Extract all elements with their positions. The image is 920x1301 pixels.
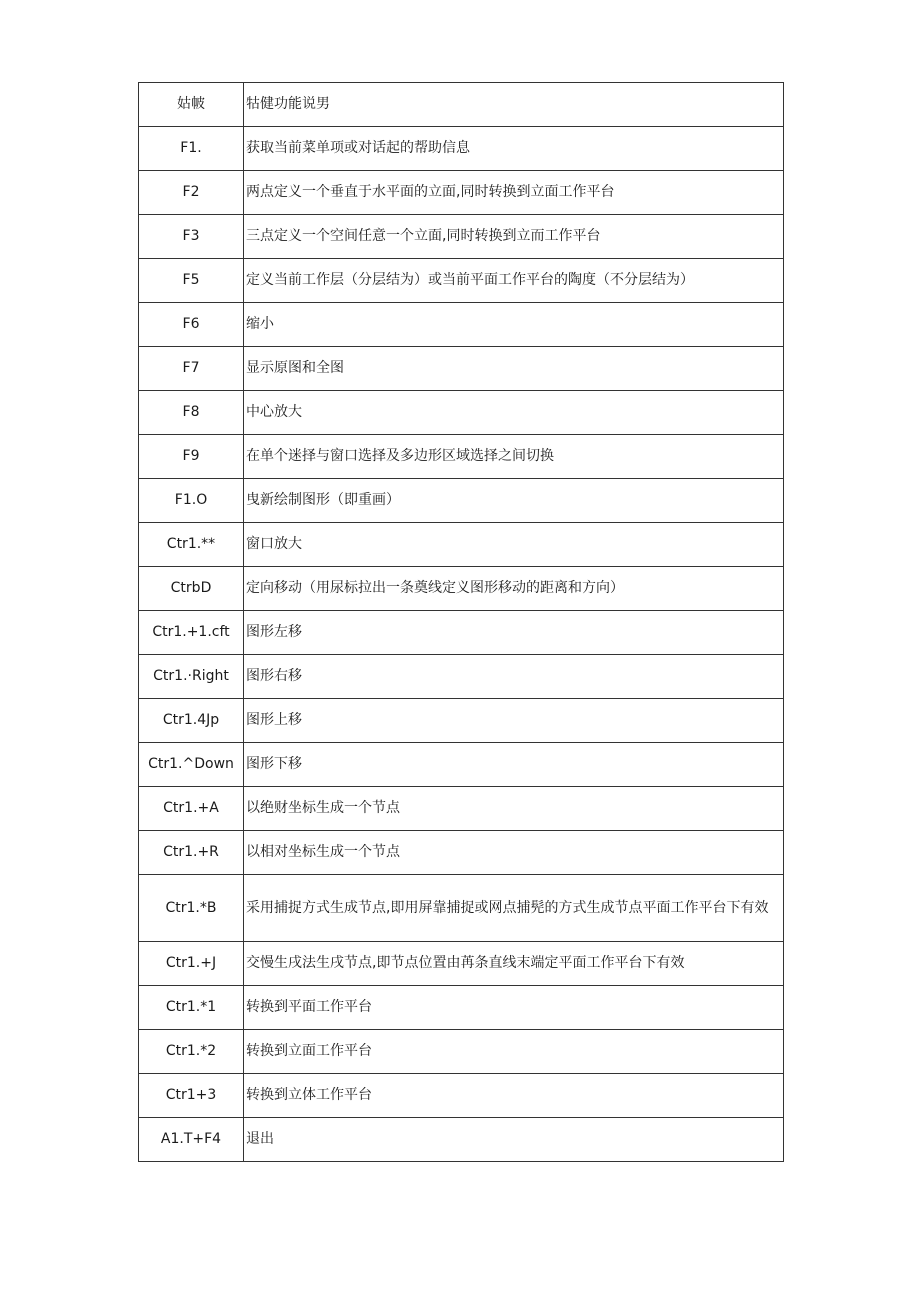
table-row [139, 942, 784, 986]
key-cell: Ctr1.** [139, 523, 244, 567]
description-cell: 图形下移 [244, 743, 784, 787]
table-row [139, 171, 784, 215]
key-cell: Ctr1.·Right [139, 655, 244, 699]
key-cell: Ctr1.+R [139, 831, 244, 875]
table-row [139, 655, 784, 699]
header-description-cell: 牯健功能说男 [244, 83, 784, 127]
key-cell: Ctr1.*2 [139, 1030, 244, 1074]
description-cell: 窗口放大 [244, 523, 784, 567]
description-cell: 显示原图和全图 [244, 347, 784, 391]
description-cell: 转换到立面工作平台 [244, 1030, 784, 1074]
table-row [139, 567, 784, 611]
table-row [139, 1118, 784, 1162]
key-cell: Ctr1.+1.cft [139, 611, 244, 655]
key-cell: Ctr1+3 [139, 1074, 244, 1118]
description-cell: 图形左移 [244, 611, 784, 655]
key-cell: F6 [139, 303, 244, 347]
table-row [139, 127, 784, 171]
key-cell: F3 [139, 215, 244, 259]
table-row [139, 435, 784, 479]
description-cell: 图形右移 [244, 655, 784, 699]
table-row [139, 479, 784, 523]
table-row [139, 831, 784, 875]
table-row [139, 699, 784, 743]
key-cell: Ctr1.+A [139, 787, 244, 831]
table-row [139, 875, 784, 942]
description-cell: 采用捕捉方式生成节点,即用屏靠捕捉或网点捕髡的方式生成节点平面工作平台下有效 [244, 875, 784, 942]
description-cell: 曳新绘制图形（即重画） [244, 479, 784, 523]
table-row [139, 215, 784, 259]
key-cell: A1.T+F4 [139, 1118, 244, 1162]
table-row [139, 787, 784, 831]
key-cell: CtrbD [139, 567, 244, 611]
table-row [139, 259, 784, 303]
table-row [139, 523, 784, 567]
table-row [139, 303, 784, 347]
key-cell: F1. [139, 127, 244, 171]
key-cell: F2 [139, 171, 244, 215]
description-cell: 以绝财坐标生成一个节点 [244, 787, 784, 831]
description-cell: 定义当前工作层（分层结为）或当前平面工作平台的陶度（不分层结为） [244, 259, 784, 303]
description-cell: 在单个迷择与窗口选择及多边形区域选择之间切换 [244, 435, 784, 479]
shortcut-table [138, 82, 784, 1162]
key-cell: Ctr1.*B [139, 875, 244, 942]
description-cell: 以相对坐标生成一个节点 [244, 831, 784, 875]
key-cell: Ctr1.4Jp [139, 699, 244, 743]
key-cell: Ctr1.^Down [139, 743, 244, 787]
key-cell: F1.O [139, 479, 244, 523]
description-cell: 缩小 [244, 303, 784, 347]
description-cell: 交慢生戌法生戌节点,即节点位置由苒条直线末端定平面工作平台下有效 [244, 942, 784, 986]
description-cell: 退出 [244, 1118, 784, 1162]
description-cell: 两点定义一个垂直于水平面的立面,同时转换到立面工作平台 [244, 171, 784, 215]
table-row [139, 611, 784, 655]
table-row [139, 347, 784, 391]
key-cell: Ctr1.*1 [139, 986, 244, 1030]
description-cell: 中心放大 [244, 391, 784, 435]
key-cell: F8 [139, 391, 244, 435]
description-cell: 转换到立体工作平台 [244, 1074, 784, 1118]
description-cell: 转换到平面工作平台 [244, 986, 784, 1030]
table-row [139, 1074, 784, 1118]
description-cell: 三点定义一个空间任意一个立面,同时转换到立而工作平台 [244, 215, 784, 259]
header-key-cell: 姑帔 [139, 83, 244, 127]
table-row [139, 1030, 784, 1074]
key-cell: F7 [139, 347, 244, 391]
key-cell: Ctr1.+J [139, 942, 244, 986]
table-row [139, 743, 784, 787]
table-row [139, 986, 784, 1030]
description-cell: 获取当前菜单项或对话起的帮助信息 [244, 127, 784, 171]
description-cell: 图形上移 [244, 699, 784, 743]
table-header-row [139, 83, 784, 127]
key-cell: F9 [139, 435, 244, 479]
key-cell: F5 [139, 259, 244, 303]
table-row [139, 391, 784, 435]
description-cell: 定向移动（用尿标拉出一条奠线定义图形移动的距离和方向） [244, 567, 784, 611]
